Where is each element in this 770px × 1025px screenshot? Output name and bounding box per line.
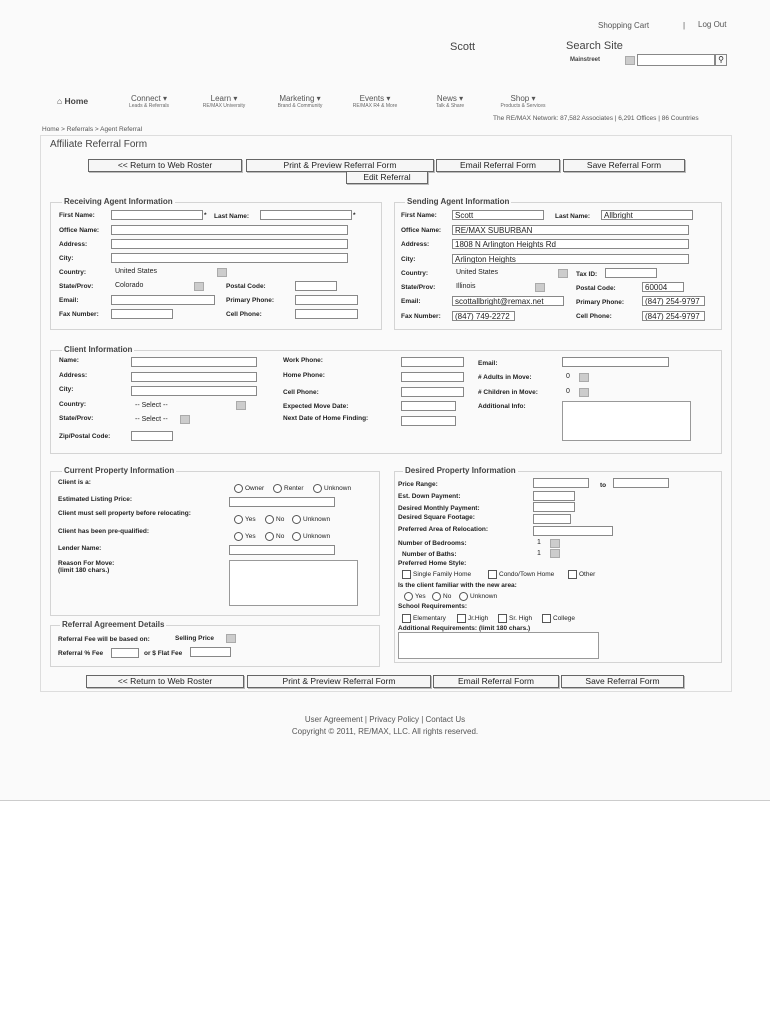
- sending-city-input[interactable]: Arlington Heights: [452, 254, 689, 264]
- flat-fee-label: or $ Flat Fee: [144, 650, 183, 657]
- receiving-country-label: Country:: [59, 269, 87, 276]
- baths-select[interactable]: 1: [537, 550, 541, 557]
- nav-events-label: Events: [359, 94, 385, 103]
- nav-connect-label: Connect: [130, 94, 161, 103]
- school-jrhigh-checkbox[interactable]: [457, 614, 488, 623]
- client-children-dropdown[interactable]: [579, 388, 589, 397]
- search-icon[interactable]: ⚲: [715, 54, 727, 66]
- listing-price-label: Estimated Listing Price:: [58, 496, 133, 503]
- search-site-label: Search Site: [566, 40, 623, 52]
- relocation-area-input[interactable]: [533, 526, 613, 536]
- must-sell-unknown-radio[interactable]: [292, 515, 330, 524]
- client-cell-phone-label: Cell Phone:: [283, 389, 319, 396]
- lender-name-input[interactable]: [229, 545, 335, 555]
- fee-based-dropdown[interactable]: [226, 634, 236, 643]
- blank-page-area: [0, 800, 770, 1025]
- nav-shop-sub: Products & Services: [500, 103, 546, 109]
- additional-requirements-label: Additional Requirements: (limit 180 chars.): [398, 625, 531, 632]
- reason-label: Reason For Move:: [58, 560, 115, 567]
- down-payment-input[interactable]: [533, 491, 575, 501]
- style-single-family-label: Single Family Home: [413, 571, 472, 579]
- search-scope-dropdown[interactable]: [625, 56, 635, 65]
- client-country-label: Country:: [59, 401, 87, 408]
- owner-radio-label: Owner: [245, 485, 265, 493]
- referral-agreement-section: [50, 625, 380, 667]
- familiar-unknown-label: Unknown: [470, 593, 498, 601]
- fee-based-select[interactable]: Selling Price: [175, 635, 215, 642]
- listing-price-input[interactable]: [229, 497, 335, 507]
- nav-events-sub: RE/MAX R4 & More: [352, 103, 398, 109]
- receiving-cell-input[interactable]: [295, 309, 358, 319]
- additional-requirements-textarea[interactable]: [398, 632, 599, 659]
- receiving-office-input[interactable]: [111, 225, 348, 235]
- nav-marketing[interactable]: Marketing ▾ Brand & Community: [266, 94, 334, 109]
- return-to-roster-button[interactable]: << Return to Web Roster: [88, 159, 242, 172]
- client-adults-select[interactable]: 0: [566, 373, 570, 380]
- sending-state-select[interactable]: Illinois: [456, 283, 476, 290]
- client-country-select[interactable]: -- Select --: [135, 402, 168, 409]
- must-sell-no-radio[interactable]: [265, 515, 284, 524]
- baths-dropdown[interactable]: [550, 549, 560, 558]
- bedrooms-dropdown[interactable]: [550, 539, 560, 548]
- sending-address-label: Address:: [401, 241, 430, 248]
- receiving-office-label: Office Name:: [59, 227, 100, 234]
- unknown-radio[interactable]: [313, 484, 351, 493]
- footer-links[interactable]: User Agreement | Privacy Policy | Contact Us: [304, 715, 466, 724]
- receiving-country-select[interactable]: United States: [115, 268, 158, 275]
- relocation-area-label: Preferred Area of Relocation:: [398, 526, 489, 533]
- nav-shop-label: Shop: [510, 94, 530, 103]
- home-style-label: Preferred Home Style:: [398, 560, 467, 567]
- client-info-title: Client Information: [64, 345, 133, 354]
- prequalified-yes-radio[interactable]: [234, 532, 256, 541]
- familiar-label: Is the client familiar with the new area:: [398, 582, 517, 589]
- receiving-first-name-input[interactable]: [111, 210, 203, 220]
- down-payment-label: Est. Down Payment:: [398, 493, 461, 500]
- flat-fee-input[interactable]: [190, 647, 231, 657]
- school-elementary-checkbox[interactable]: [402, 614, 446, 623]
- nav-news-label: News: [436, 94, 457, 103]
- school-college-label: College: [553, 615, 576, 623]
- nav-learn-sub: RE/MAX University: [202, 103, 246, 109]
- nav-news[interactable]: News ▾ Talk & Share: [422, 94, 478, 109]
- familiar-no-radio[interactable]: [432, 592, 451, 601]
- school-srhigh-checkbox[interactable]: [498, 614, 532, 623]
- nav-news-sub: Talk & Share: [435, 103, 465, 109]
- client-address-label: Address:: [59, 372, 88, 379]
- receiving-last-name-input[interactable]: [260, 210, 352, 220]
- prequalified-yes-label: Yes: [245, 533, 256, 541]
- client-next-date-label: Next Date of Home Finding:: [283, 415, 369, 422]
- receiving-email-label: Email:: [59, 297, 79, 304]
- receiving-primary-phone-input[interactable]: [295, 295, 358, 305]
- desired-property-title: Desired Property Information: [405, 466, 516, 475]
- client-work-phone-label: Work Phone:: [283, 357, 323, 364]
- client-email-label: Email:: [478, 360, 498, 367]
- client-address-input[interactable]: [131, 372, 257, 382]
- sending-email-input[interactable]: scottallbright@remax.net: [452, 296, 564, 306]
- log-out-link[interactable]: Log Out: [698, 20, 727, 29]
- sending-country-label: Country:: [401, 270, 429, 277]
- client-home-phone-label: Home Phone:: [283, 372, 325, 379]
- prequalified-label: Client has been pre-qualified:: [58, 528, 150, 535]
- client-children-label: # Children in Move:: [478, 389, 538, 396]
- client-zip-label: Zip/Postal Code:: [59, 433, 111, 440]
- nav-home[interactable]: [57, 96, 88, 106]
- sending-tax-id-label: Tax ID:: [576, 271, 598, 278]
- receiving-first-name-label: First Name:: [59, 212, 95, 219]
- school-college-checkbox[interactable]: [542, 614, 575, 623]
- nav-learn[interactable]: Learn ▾ RE/MAX University: [192, 94, 256, 109]
- sending-email-label: Email:: [401, 298, 421, 305]
- client-children-select[interactable]: 0: [566, 388, 570, 395]
- email-referral-button-bottom[interactable]: Email Referral Form: [433, 675, 559, 688]
- familiar-yes-radio[interactable]: [404, 592, 426, 601]
- familiar-unknown-radio[interactable]: [459, 592, 497, 601]
- sending-postal-input[interactable]: 60004: [642, 282, 684, 292]
- sending-first-name-input[interactable]: Scott: [452, 210, 544, 220]
- edit-referral-button[interactable]: Edit Referral: [346, 171, 428, 184]
- return-to-roster-button-bottom[interactable]: << Return to Web Roster: [86, 675, 244, 688]
- prequalified-no-radio[interactable]: [265, 532, 284, 541]
- sending-country-select[interactable]: United States: [456, 269, 499, 276]
- monthly-payment-input[interactable]: [533, 502, 575, 512]
- client-work-phone-input[interactable]: [401, 357, 464, 367]
- client-cell-phone-input[interactable]: [401, 387, 464, 397]
- sending-cell-input[interactable]: (847) 254-9797: [642, 311, 705, 321]
- sending-primary-phone-input[interactable]: (847) 254-9797: [642, 296, 705, 306]
- nav-learn-label: Learn: [210, 94, 232, 103]
- nav-shop[interactable]: Shop ▾ Products & Services: [490, 94, 556, 109]
- bedrooms-select[interactable]: 1: [537, 539, 541, 546]
- print-preview-button[interactable]: Print & Preview Referral Form: [246, 159, 434, 172]
- receiving-fax-input[interactable]: [111, 309, 173, 319]
- receiving-agent-title: Receiving Agent Information: [64, 197, 173, 206]
- owner-radio[interactable]: [234, 484, 264, 493]
- receiving-postal-input[interactable]: [295, 281, 337, 291]
- style-condo-label: Condo/Town Home: [499, 571, 555, 579]
- client-additional-label: Additional Info:: [478, 403, 526, 410]
- reason-textarea[interactable]: [229, 560, 358, 606]
- client-city-input[interactable]: [131, 386, 257, 396]
- sending-fax-label: Fax Number:: [401, 313, 441, 320]
- school-elementary-label: Elementary: [413, 615, 446, 623]
- home-icon: ⌂: [57, 96, 65, 106]
- client-country-dropdown[interactable]: [236, 401, 246, 410]
- nav-marketing-sub: Brand & Community: [277, 103, 323, 109]
- percent-fee-input[interactable]: [111, 648, 139, 658]
- unknown-radio-label: Unknown: [324, 485, 352, 493]
- receiving-state-label: State/Prov:: [59, 283, 94, 290]
- sending-state-label: State/Prov:: [401, 284, 436, 291]
- receiving-city-label: City:: [59, 255, 74, 262]
- receiving-email-input[interactable]: [111, 295, 215, 305]
- client-name-input[interactable]: [131, 357, 257, 367]
- sending-agent-title: Sending Agent Information: [407, 197, 510, 206]
- style-single-family-checkbox[interactable]: [402, 570, 471, 579]
- client-additional-textarea[interactable]: [562, 401, 691, 441]
- price-range-min-input[interactable]: [533, 478, 589, 488]
- nav-marketing-label: Marketing: [279, 94, 315, 103]
- fee-based-label: Referral Fee will be based on:: [58, 636, 150, 643]
- user-name: Scott: [450, 41, 476, 53]
- bedrooms-label: Number of Bedrooms:: [398, 540, 467, 547]
- price-range-to: to: [600, 482, 607, 489]
- print-preview-button-bottom[interactable]: Print & Preview Referral Form: [247, 675, 431, 688]
- referral-agreement-title: Referral Agreement Details: [62, 620, 165, 629]
- prequalified-no-label: No: [276, 533, 285, 541]
- client-name-label: Name:: [59, 357, 79, 364]
- sending-cell-label: Cell Phone:: [576, 313, 612, 320]
- prequalified-unknown-label: Unknown: [303, 533, 331, 541]
- receiving-country-dropdown[interactable]: [217, 268, 227, 277]
- percent-fee-label: Referral % Fee: [58, 650, 104, 657]
- client-city-label: City:: [59, 386, 74, 393]
- header-separator: |: [683, 21, 686, 30]
- client-home-phone-input[interactable]: [401, 372, 464, 382]
- style-other-label: Other: [579, 571, 596, 579]
- current-property-title: Current Property Information: [64, 466, 175, 475]
- must-sell-unknown-label: Unknown: [303, 516, 331, 524]
- breadcrumb: Home > Referrals > Agent Referral: [42, 126, 143, 133]
- school-jrhigh-label: Jr.High: [468, 615, 489, 623]
- square-footage-label: Desired Square Footage:: [398, 514, 475, 521]
- email-referral-button[interactable]: Email Referral Form: [436, 159, 560, 172]
- school-label: School Requirements:: [398, 603, 467, 610]
- familiar-no-label: No: [443, 593, 452, 601]
- receiving-primary-phone-label: Primary Phone:: [226, 297, 275, 304]
- nav-home-label: Home: [64, 96, 89, 106]
- lender-name-label: Lender Name:: [58, 545, 102, 552]
- sending-postal-label: Postal Code:: [576, 285, 616, 292]
- client-is-label: Client is a:: [58, 479, 91, 486]
- receiving-address-label: Address:: [59, 241, 88, 248]
- receiving-fax-label: Fax Number:: [59, 311, 99, 318]
- must-sell-yes-radio[interactable]: [234, 515, 256, 524]
- style-condo-checkbox[interactable]: [488, 570, 554, 579]
- sending-last-name-label: Last Name:: [555, 213, 591, 220]
- sending-first-name-label: First Name:: [401, 212, 437, 219]
- nav-events[interactable]: Events ▾ RE/MAX R4 & More: [342, 94, 408, 109]
- style-other-checkbox[interactable]: [568, 570, 595, 579]
- client-move-date-input[interactable]: [401, 401, 456, 411]
- school-srhigh-label: Sr. High: [509, 615, 533, 623]
- price-range-label: Price Range:: [398, 481, 438, 488]
- sending-office-input[interactable]: RE/MAX SUBURBAN: [452, 225, 689, 235]
- client-move-date-label: Expected Move Date:: [283, 403, 349, 410]
- receiving-address-input[interactable]: [111, 239, 348, 249]
- sending-fax-input[interactable]: (847) 749-2272: [452, 311, 515, 321]
- save-referral-button-bottom[interactable]: Save Referral Form: [561, 675, 684, 688]
- reason-limit-label: (limit 180 chars.): [58, 567, 110, 574]
- nav-connect[interactable]: Connect ▾ Leads & Referrals: [118, 94, 180, 109]
- receiving-last-name-required: *: [353, 212, 356, 219]
- shopping-cart-link[interactable]: Shopping Cart: [598, 21, 650, 30]
- renter-radio[interactable]: [273, 484, 304, 493]
- page-title: Affiliate Referral Form: [50, 139, 148, 150]
- sending-address-input[interactable]: 1808 N Arlington Heights Rd: [452, 239, 689, 249]
- nav-connect-sub: Leads & Referrals: [128, 103, 170, 109]
- network-stats: The RE/MAX Network: 87,582 Associates | 6,291 Offices | 86 Countries: [493, 115, 699, 122]
- must-sell-no-label: No: [276, 516, 285, 524]
- price-range-max-input[interactable]: [613, 478, 669, 488]
- receiving-city-input[interactable]: [111, 253, 348, 263]
- receiving-last-name-label: Last Name:: [214, 213, 250, 220]
- sending-state-dropdown[interactable]: [535, 283, 545, 292]
- baths-label: Number of Baths:: [402, 551, 457, 558]
- receiving-state-dropdown[interactable]: [194, 282, 204, 291]
- sending-office-label: Office Name:: [401, 227, 442, 234]
- renter-radio-label: Renter: [284, 485, 304, 493]
- sending-tax-id-input[interactable]: [605, 268, 657, 278]
- sending-last-name-input[interactable]: Allbright: [601, 210, 693, 220]
- receiving-first-name-required: *: [204, 212, 207, 219]
- sending-primary-phone-label: Primary Phone:: [576, 299, 625, 306]
- receiving-state-select[interactable]: Colorado: [115, 282, 144, 289]
- client-adults-label: # Adults in Move:: [478, 374, 532, 381]
- sending-country-dropdown[interactable]: [558, 269, 568, 278]
- search-input[interactable]: [637, 54, 715, 66]
- client-state-dropdown[interactable]: [180, 415, 190, 424]
- monthly-payment-label: Desired Monthly Payment:: [398, 505, 480, 512]
- receiving-postal-label: Postal Code:: [226, 283, 266, 290]
- sending-city-label: City:: [401, 256, 416, 263]
- square-footage-input[interactable]: [533, 514, 571, 524]
- must-sell-yes-label: Yes: [245, 516, 256, 524]
- familiar-yes-label: Yes: [415, 593, 426, 601]
- client-next-date-input[interactable]: [401, 416, 456, 426]
- search-scope: Mainstreet: [570, 57, 601, 63]
- copyright: Copyright © 2011, RE/MAX, LLC. All rights reserved.: [291, 727, 479, 736]
- client-zip-input[interactable]: [131, 431, 173, 441]
- client-adults-dropdown[interactable]: [579, 373, 589, 382]
- client-state-label: State/Prov:: [59, 415, 94, 422]
- save-referral-button[interactable]: Save Referral Form: [563, 159, 685, 172]
- client-email-input[interactable]: [562, 357, 669, 367]
- prequalified-unknown-radio[interactable]: [292, 532, 330, 541]
- must-sell-label: Client must sell property before relocating:: [58, 510, 191, 517]
- receiving-cell-label: Cell Phone:: [226, 311, 262, 318]
- client-state-select[interactable]: -- Select --: [135, 416, 168, 423]
